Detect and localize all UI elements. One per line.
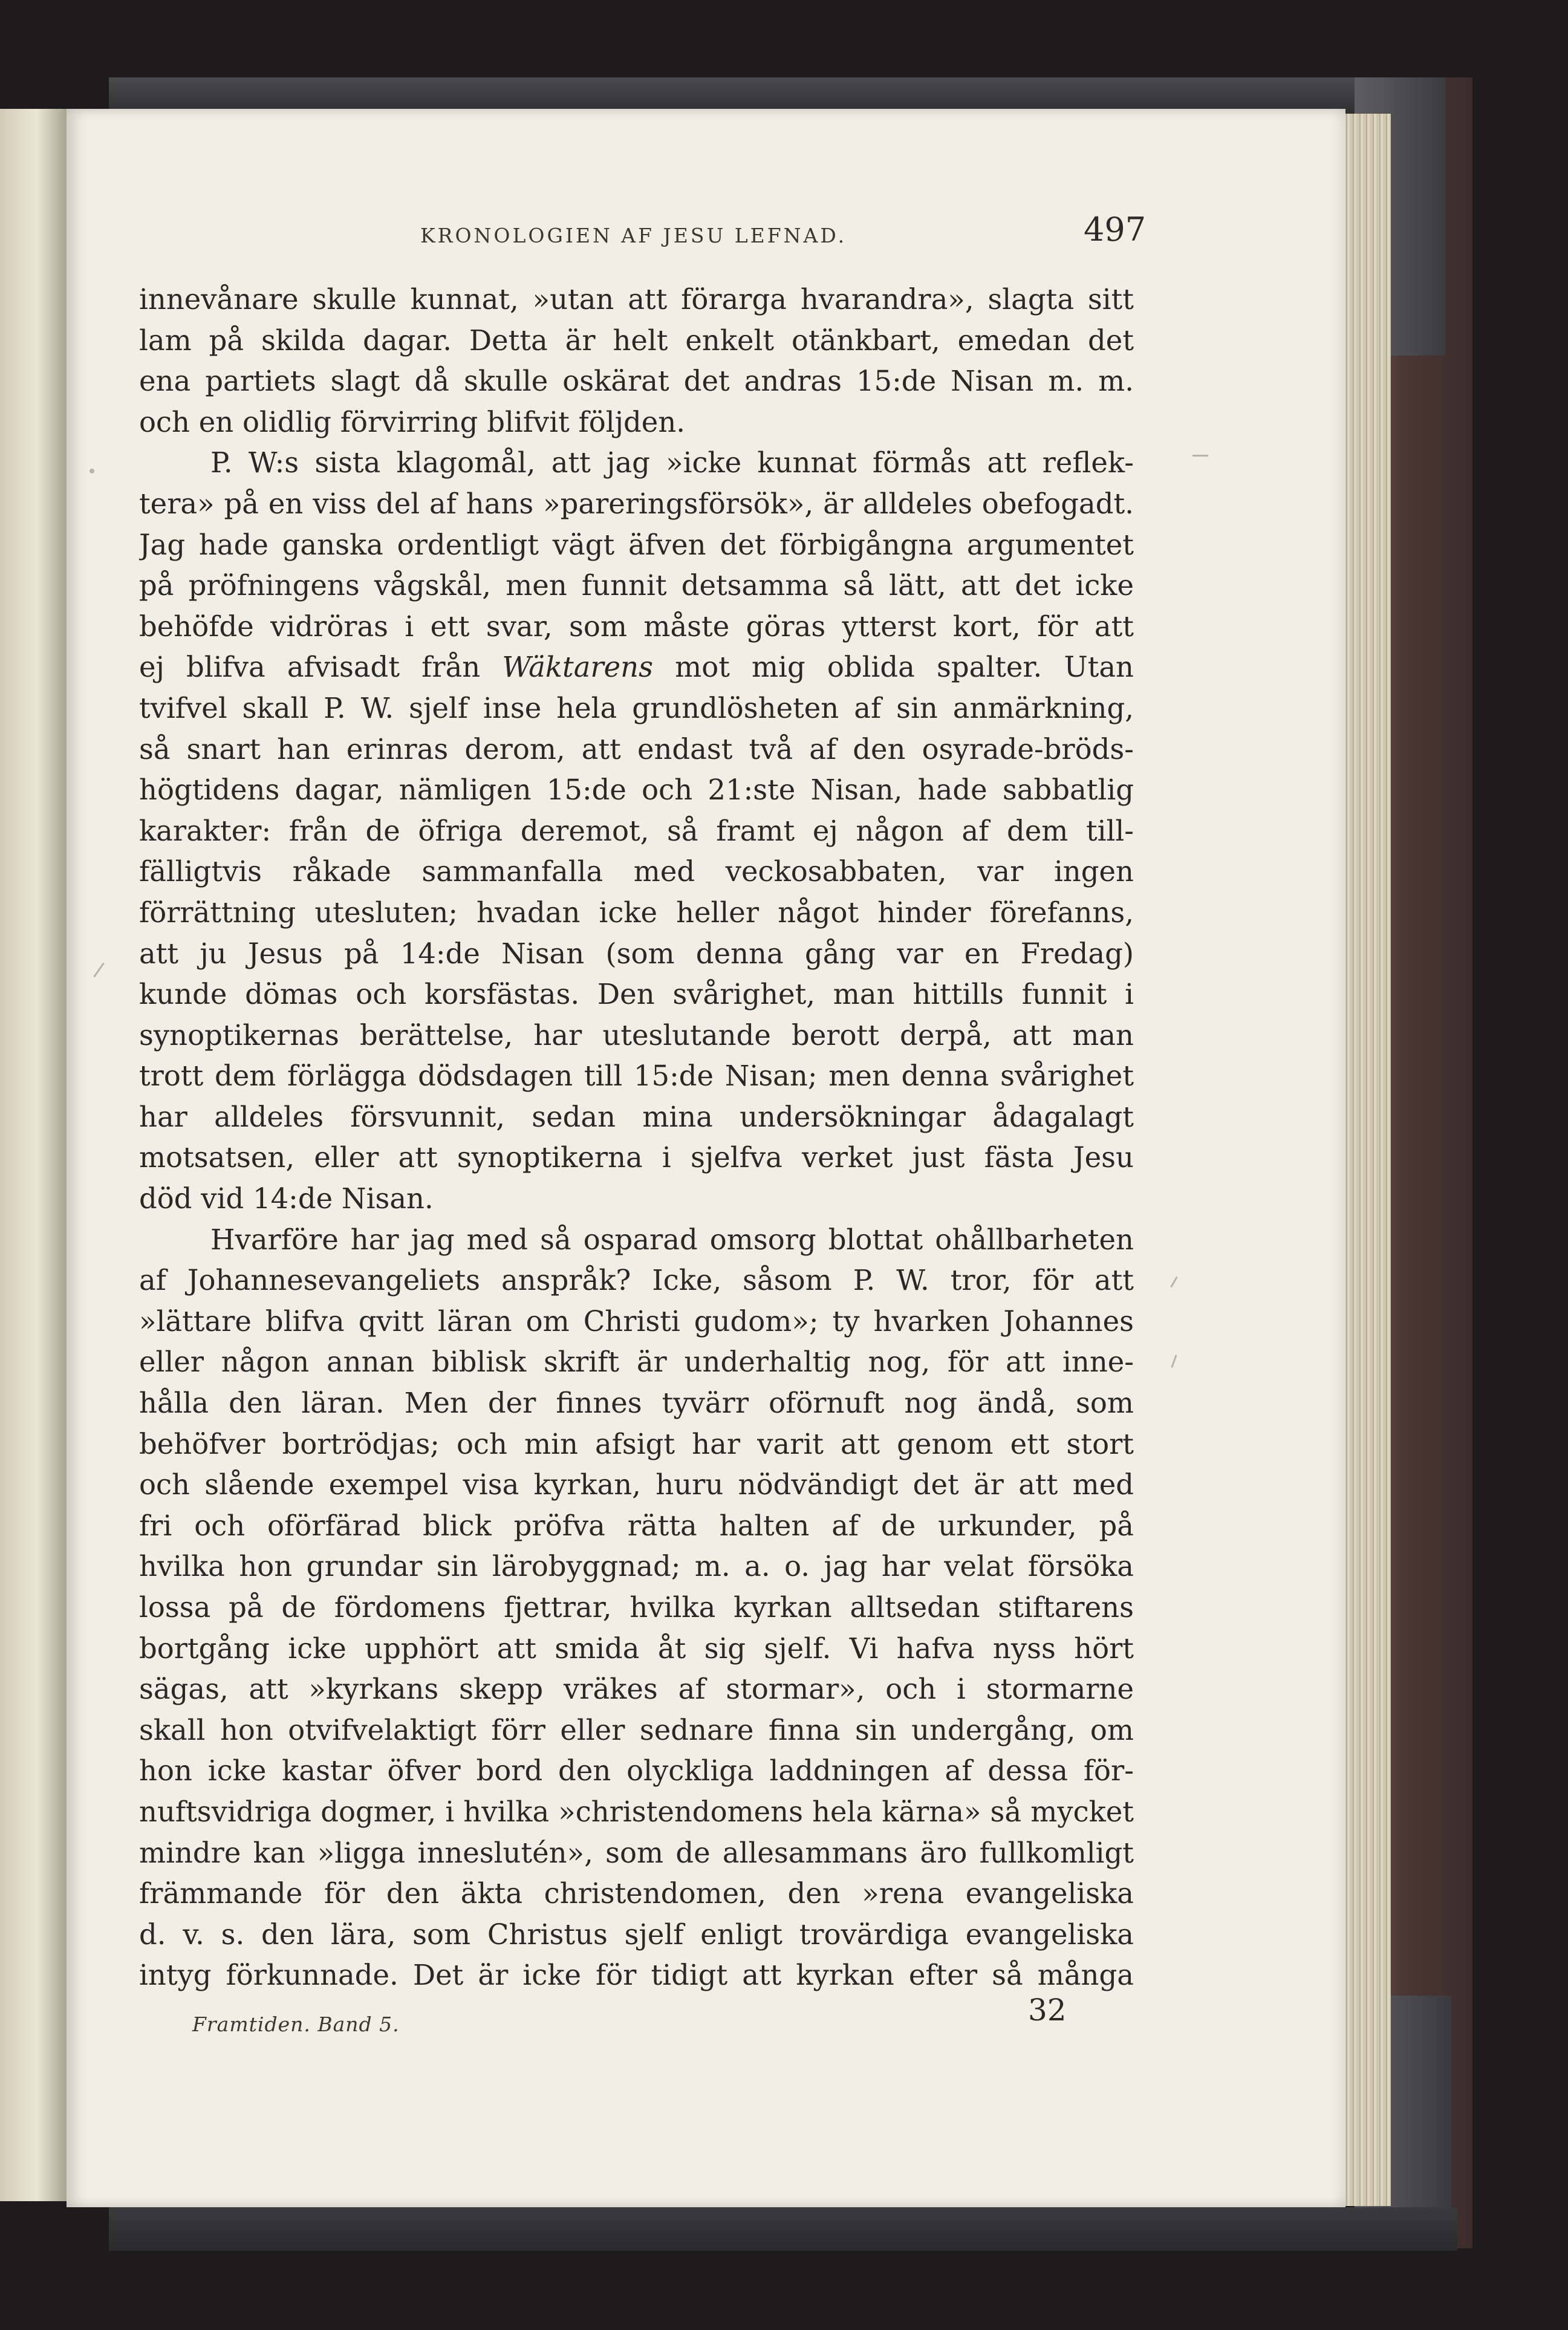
text-line: fri och oförfärad blick pröfva rätta halten af de urkunder, på — [139, 1509, 1134, 1542]
text-line: ej blifva afvisadt från Wäktarens mot mig oblida spalter. Utan — [139, 651, 1134, 684]
text-line: lam på skilda dagar. Detta är helt enkelt otänkbart, emedan det — [139, 324, 1134, 357]
text-line: hon icke kastar öfver bord den olyckliga laddningen af dessa för- — [139, 1754, 1134, 1788]
text-line: nuftsvidriga dogmer, i hvilka »christendomens hela kärna» så mycket — [139, 1795, 1134, 1828]
text-line: Jag hade ganska ordentligt vägt äfven det förbigångna argumentet — [139, 528, 1134, 561]
text-line: hvilka hon grundar sin lärobyggnad; m. a. o. jag har velat försöka — [139, 1550, 1134, 1583]
text-line: främmande för den äkta christendomen, den »rena evangeliska — [139, 1877, 1134, 1910]
text-line: synoptikernas berättelse, har uteslutande berott derpå, att man — [139, 1018, 1134, 1052]
text-line: motsatsen, eller att synoptikerna i sjelfva verket just fästa Jesu — [139, 1141, 1134, 1174]
text-line: har alldeles försvunnit, sedan mina undersökningar ådagalagt — [139, 1100, 1134, 1133]
pencil-tick — [93, 963, 105, 978]
signature-mark: 32 — [1028, 1993, 1067, 2028]
text-line: tvifvel skall P. W. sjelf inse hela grundlösheten af sin anmärkning, — [139, 691, 1134, 724]
text-line: karakter: från de öfriga deremot, så framt ej någon af dem till- — [139, 814, 1134, 847]
text-line: död vid 14:de Nisan. — [139, 1182, 434, 1215]
page-number: 497 — [1084, 210, 1147, 249]
text-line: »lättare blifva qvitt läran om Christi gudom»; ty hvarken Johannes — [139, 1304, 1134, 1338]
text-line: Hvarföre har jag med så osparad omsorg blottat ohållbarheten — [210, 1223, 1134, 1256]
text-line: på pröfningens vågskål, men funnit detsamma så lätt, att det icke — [139, 569, 1134, 602]
text-line: fälligtvis råkade sammanfalla med veckosabbaten, var ingen — [139, 855, 1134, 888]
text-line: mindre kan »ligga inneslutén», som de allesammans äro fullkomligt — [139, 1836, 1134, 1869]
text-line: och en olidlig förvirring blifvit följden. — [139, 405, 686, 438]
text-line: trott dem förlägga dödsdagen till 15:de Nisan; men denna svårighet — [139, 1059, 1134, 1093]
book-cover-top — [109, 77, 1457, 114]
text-line: innevånare skulle kunnat, »utan att förarga hvarandra», slagta sitt — [139, 283, 1134, 316]
left-page-edge — [0, 109, 67, 2201]
text-line: intyg förkunnade. Det är icke för tidigt att kyrkan efter så många — [139, 1959, 1134, 1992]
pencil-dash — [1192, 455, 1208, 457]
book-cover-bottom — [109, 2207, 1457, 2251]
pencil-tick — [1171, 1355, 1177, 1368]
text-line: ena partiets slagt då skulle oskärat det andras 15:de Nisan m. m. — [139, 365, 1134, 398]
text-line: sägas, att »kyrkans skepp vräkes af stormar», och i stormarne — [139, 1673, 1134, 1706]
running-head: KRONOLOGIEN AF JESU LEFNAD. — [420, 224, 847, 247]
text-line: kunde dömas och korsfästas. Den svårighet, man hittills funnit i — [139, 978, 1134, 1011]
text-line: behöfde vidröras i ett svar, som måste göras ytterst kort, för att — [139, 610, 1134, 643]
text-line: eller någon annan biblisk skrift är underhaltig nog, för att inne- — [139, 1346, 1134, 1379]
text-line: högtidens dagar, nämligen 15:de och 21:ste Nisan, hade sabbatlig — [139, 773, 1134, 807]
text-line: bortgång icke upphört att smida åt sig sjelf. Vi hafva nyss hört — [139, 1632, 1134, 1665]
text-line: tera» på en viss del af hans »pareringsförsök», är alldeles obefogadt. — [139, 487, 1134, 520]
pencil-tick — [1170, 1277, 1178, 1288]
text-line: behöfver bortrödjas; och min afsigt har varit att genom ett stort — [139, 1427, 1134, 1460]
text-line: lossa på de fördomens fjettrar, hvilka kyrkan alltsedan stiftarens — [139, 1591, 1134, 1624]
footer-signature: Framtiden. Band 5. — [192, 2013, 400, 2036]
pencil-dot — [89, 469, 94, 473]
text-line: hålla den läran. Men der finnes tyvärr oförnuft nog ändå, som — [139, 1387, 1134, 1420]
text-line: d. v. s. den lära, som Christus sjelf enligt trovärdiga evangeliska — [139, 1918, 1134, 1951]
book-page — [67, 109, 1345, 2207]
text-line: skall hon otvifvelaktigt förr eller sednare finna sin undergång, om — [139, 1713, 1134, 1746]
text-line: förrättning utesluten; hvadan icke heller något hinder förefanns, — [139, 896, 1134, 929]
text-line: så snart han erinras derom, att endast två af den osyrade-bröds- — [139, 732, 1134, 766]
text-line: och slående exempel visa kyrkan, huru nödvändigt det är att med — [139, 1468, 1134, 1502]
text-line: att ju Jesus på 14:de Nisan (som denna gång var en Fredag) — [139, 937, 1134, 970]
text-line: P. W:s sista klagomål, att jag »icke kunnat förmås att reflek- — [210, 446, 1134, 480]
body-text — [139, 279, 1134, 1996]
text-line: af Johannesevangeliets anspråk? Icke, såsom P. W. tror, för att — [139, 1264, 1134, 1297]
